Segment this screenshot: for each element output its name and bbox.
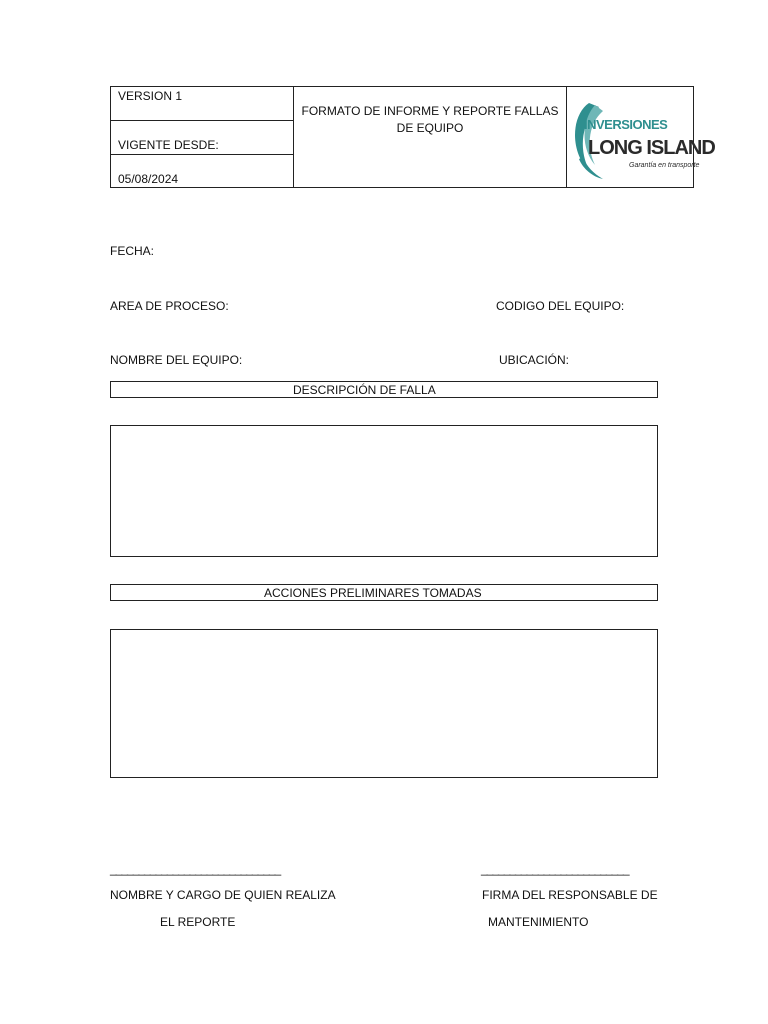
vigente-date: 05/08/2024 <box>118 172 179 186</box>
signature-right-label: FIRMA DEL RESPONSABLE DE <box>482 888 658 902</box>
acciones-preliminares-box[interactable] <box>110 629 658 778</box>
signature-left-label: NOMBRE Y CARGO DE QUIEN REALIZA <box>110 888 336 902</box>
svg-text:INVERSIONES: INVERSIONES <box>584 117 668 132</box>
svg-text:Garantía en transporte: Garantía en transporte <box>629 162 700 169</box>
signature-right-label-2: MANTENIMIENTO <box>488 915 589 929</box>
document-header-table <box>110 86 715 188</box>
company-logo <box>569 93 715 183</box>
area-proceso-label: AREA DE PROCESO: <box>110 299 229 313</box>
acciones-preliminares-title: ACCIONES PRELIMINARES TOMADAS <box>264 586 482 600</box>
long-island-logo-icon <box>569 93 715 183</box>
document-title: FORMATO DE INFORME Y REPORTE FALLAS DE EQUIPO <box>301 104 559 135</box>
signature-line-right[interactable]: __________________________ <box>481 862 629 876</box>
descripcion-falla-box[interactable] <box>110 425 658 557</box>
nombre-equipo-label: NOMBRE DEL EQUIPO: <box>110 353 243 367</box>
ubicacion-label: UBICACIÓN: <box>499 353 570 367</box>
header-divider <box>293 87 294 187</box>
version-label: VERSION 1 <box>118 89 183 103</box>
descripcion-falla-title: DESCRIPCIÓN DE FALLA <box>293 383 436 397</box>
vigente-desde-label: VIGENTE DESDE: <box>118 138 219 152</box>
acciones-preliminares-header <box>110 584 658 601</box>
descripcion-falla-header <box>110 381 658 398</box>
signature-left-label-2: EL REPORTE <box>160 915 236 929</box>
header-row-divider <box>111 154 293 155</box>
signature-line-left[interactable]: ______________________________ <box>110 862 281 876</box>
fecha-label: FECHA: <box>110 244 155 258</box>
header-divider <box>566 87 567 187</box>
svg-text:LONG ISLAND: LONG ISLAND <box>588 137 715 159</box>
codigo-equipo-label: CODIGO DEL EQUIPO: <box>496 299 625 313</box>
header-row-divider <box>111 120 293 121</box>
